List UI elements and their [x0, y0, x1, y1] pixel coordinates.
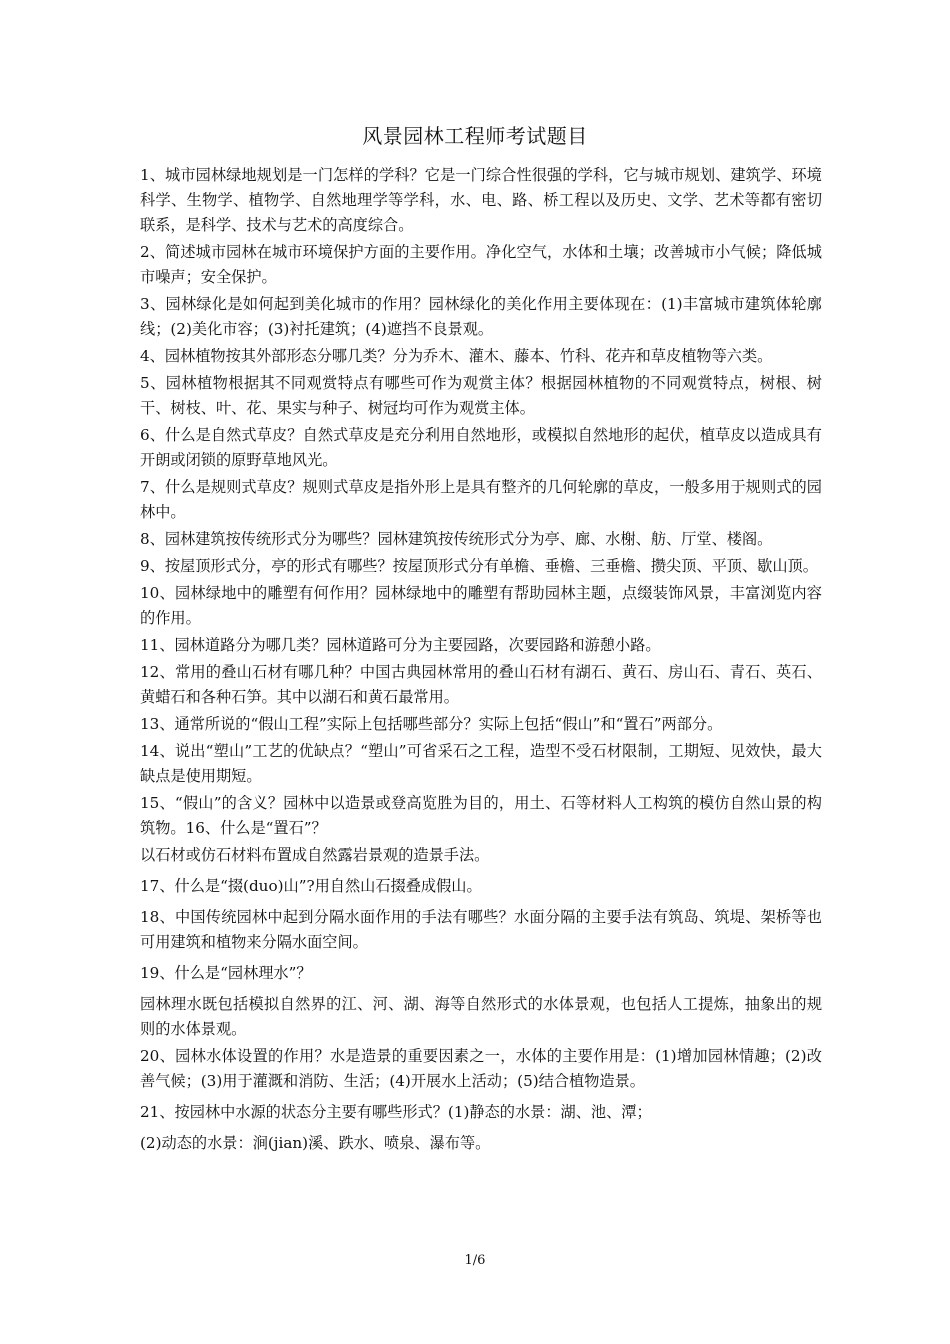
paragraph-21-continued: (2)动态的水景：涧(jian)溪、跌水、喷泉、瀑布等。: [140, 1134, 491, 1152]
paragraph-1: 1、城市园林绿地规划是一门怎样的学科？它是一门综合性很强的学科，它与城市规划、建筑学、环境科学、生物学、植物学、自然地理学等学科，水、电、路、桥工程以及历史、文学、艺术等都有密切联系，是科学、技术与艺术的高度综合。: [140, 166, 822, 234]
paragraph-19-answer: 园林理水既包括模拟自然界的江、河、湖、海等自然形式的水体景观，也包括人工提炼，抽象出的规则的水体景观。: [140, 995, 822, 1038]
paragraph-7: 7、什么是规则式草皮？规则式草皮是指外形上是具有整齐的几何轮廓的草皮，一般多用于规则式的园林中。: [140, 478, 822, 521]
paragraph-8: 8、园林建筑按传统形式分为哪些？园林建筑按传统形式分为亭、廊、水榭、舫、厅堂、楼阁。: [140, 530, 773, 548]
paragraph-10: 10、园林绿地中的雕塑有何作用？园林绿地中的雕塑有帮助园林主题，点缀装饰风景，丰富浏览内容的作用。: [140, 584, 822, 627]
paragraph-2: 2、简述城市园林在城市环境保护方面的主要作用。净化空气，水体和土壤；改善城市小气候；降低城市噪声；安全保护。: [140, 243, 822, 286]
paragraph-17: 17、什么是“掇(duo)山”?用自然山石掇叠成假山。: [140, 877, 482, 895]
paragraph-21: 21、按园林中水源的状态分主要有哪些形式？(1)静态的水景：湖、池、潭；: [140, 1103, 652, 1121]
paragraph-5: 5、园林植物根据其不同观赏特点有哪些可作为观赏主体？根据园林植物的不同观赏特点，树根、树干、树枝、叶、花、果实与种子、树冠均可作为观赏主体。: [140, 374, 822, 417]
paragraph-19: 19、什么是“园林理水”？: [140, 964, 312, 982]
paragraph-9: 9、按屋顶形式分，亭的形式有哪些？按屋顶形式分有单檐、垂檐、三垂檐、攒尖顶、平顶、歇山顶。: [140, 557, 818, 575]
document-body: [140, 163, 822, 1158]
paragraph-11: 11、园林道路分为哪几类？园林道路可分为主要园路，次要园路和游憩小路。: [140, 636, 661, 654]
paragraph-18: 18、中国传统园林中起到分隔水面作用的手法有哪些？水面分隔的主要手法有筑岛、筑堤、架桥等也可用建筑和植物来分隔水面空间。: [140, 908, 822, 951]
paragraph-14: 14、说出“塑山”工艺的优缺点？“塑山”可省采石之工程，造型不受石材限制，工期短、见效快，最大缺点是使用期短。: [140, 742, 822, 785]
page-title: 风景园林工程师考试题目: [362, 124, 588, 148]
page-number: 1/6: [464, 1253, 486, 1268]
paragraph-15-continued: 以石材或仿石材料布置成自然露岩景观的造景手法。: [140, 846, 490, 864]
paragraph-12: 12、常用的叠山石材有哪几种？中国古典园林常用的叠山石材有湖石、黄石、房山石、青石、英石、黄蜡石和各种石笋。其中以湖石和黄石最常用。: [140, 663, 822, 706]
paragraph-4: 4、园林植物按其外部形态分哪几类？分为乔木、灌木、藤本、竹科、花卉和草皮植物等六类。: [140, 347, 773, 365]
paragraph-6: 6、什么是自然式草皮？自然式草皮是充分利用自然地形，或模拟自然地形的起伏，植草皮以造成具有开朗或闭锁的原野草地风光。: [140, 426, 822, 469]
paragraph-20: 20、园林水体设置的作用？水是造景的重要因素之一，水体的主要作用是：(1)增加园林情趣；(2)改善气候；(3)用于灌溉和消防、生活；(4)开展水上活动；(5)结合植物造景。: [140, 1047, 822, 1090]
paragraph-13: 13、通常所说的“假山工程”实际上包括哪些部分？实际上包括“假山”和“置石”两部分。: [140, 715, 723, 733]
paragraph-15: 15、“假山”的含义？园林中以造景或登高览胜为目的，用土、石等材料人工构筑的模仿自然山景的构筑物。16、什么是“置石”？: [140, 794, 822, 837]
paragraph-3: 3、园林绿化是如何起到美化城市的作用？园林绿化的美化作用主要体现在：(1)丰富城市建筑体轮廓线；(2)美化市容；(3)衬托建筑；(4)遮挡不良景观。: [140, 295, 822, 338]
